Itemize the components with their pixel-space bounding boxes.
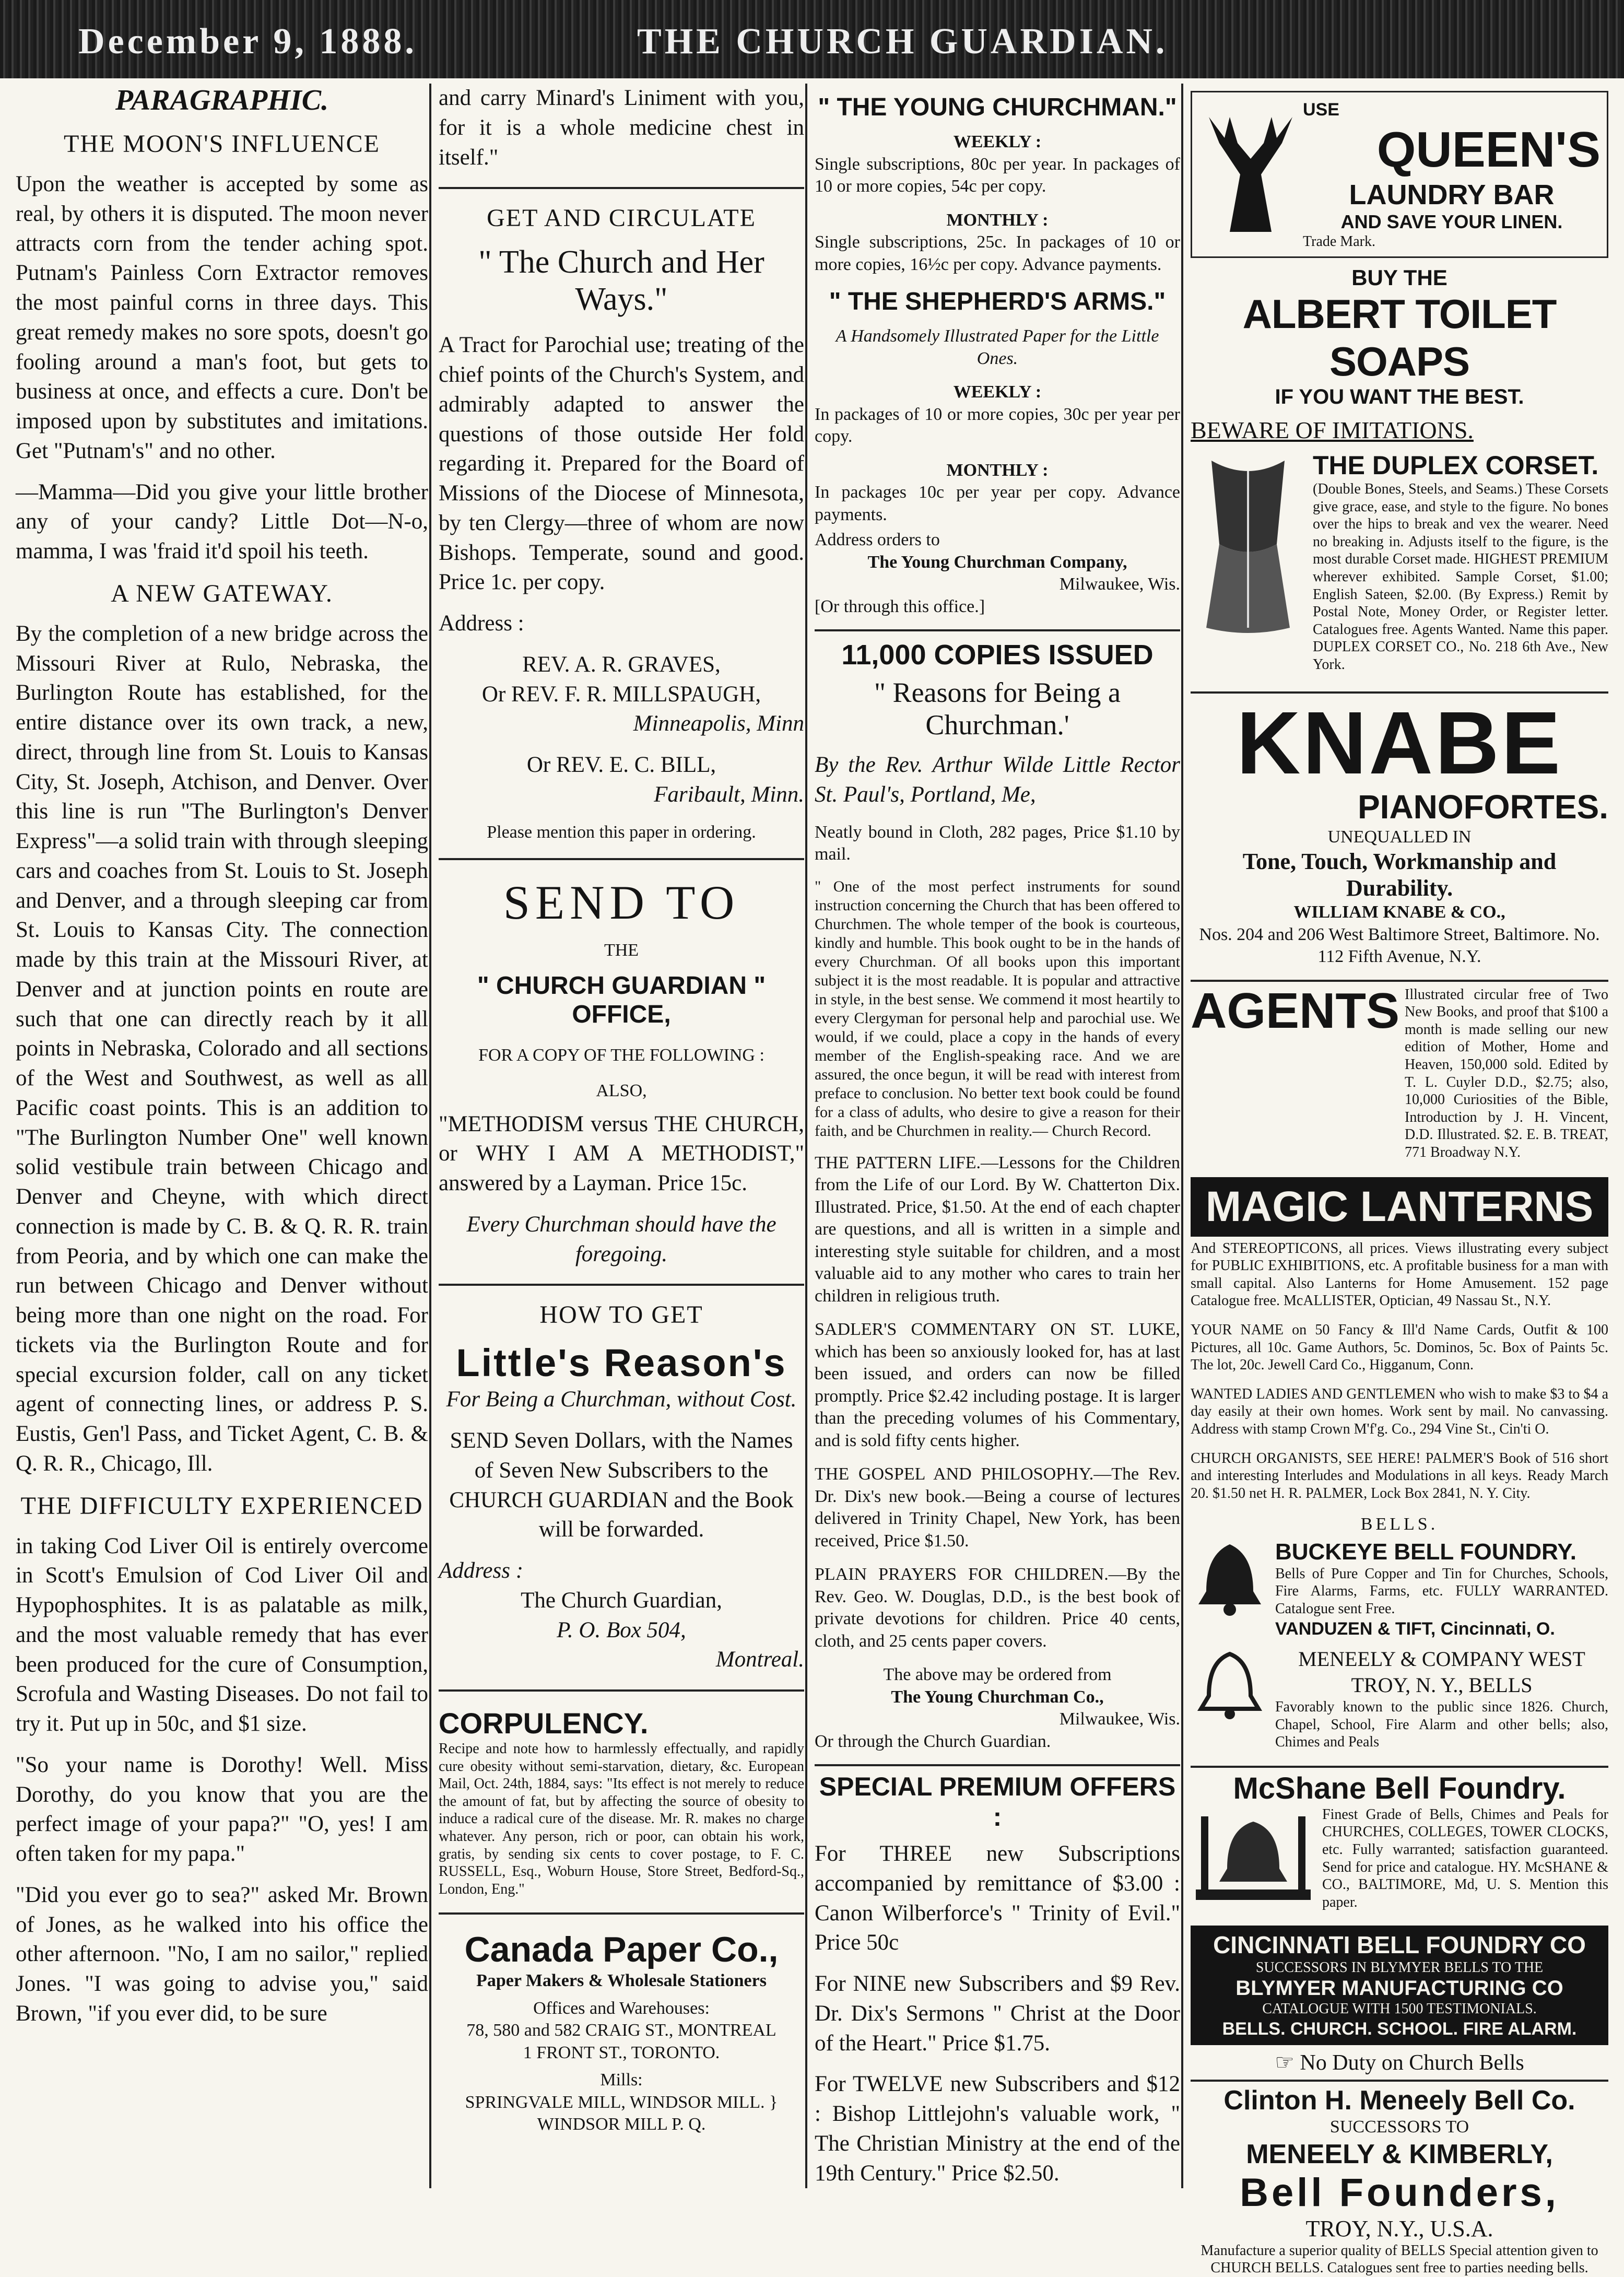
address-label: Address : bbox=[439, 611, 524, 636]
cincinnati-catalogue: CATALOGUE WITH 1500 TESTIMONIALS. bbox=[1262, 2001, 1537, 2017]
review-text: " One of the most perfect instruments for sound instruction concerning the Church that has been offered to Churchmen. The whole temper of the book is courteous, kindly and humble. This book ought to be in the hands of every Churchman. Of all books upon this important subject it is the most readable. It is popular and attractive in style, in the best sense. We commend it most heartily to every Clergyman for personal help and parochial use. We would, if we could, place a copy in the hands of every member of the English-speaking race. And we are assured, the once begun, it will be read with interest from preface to conclusion. No better text book could be found for a class of adults, who desire to give a reason for their faith, and be Churchmen in reality.— Church Record. bbox=[815, 877, 1180, 1140]
po-box: P. O. Box 504, bbox=[557, 1617, 686, 1642]
laundry-bar: LAUNDRY BAR bbox=[1349, 179, 1555, 210]
header-date: December 9, 1888. bbox=[78, 21, 417, 62]
divider bbox=[439, 858, 804, 860]
organists-ad: CHURCH ORGANISTS, SEE HERE! PALMER'S Book of 516 short and interesting Interludes and Modulations in all keys. Ready March 20. $1.50 net H. R. PALMER, Lock Box 2841, N. Y. City. bbox=[1191, 1450, 1608, 1501]
divider bbox=[439, 1284, 804, 1286]
gospel-philosophy: THE GOSPEL AND PHILOSOPHY.—The Rev. Dr. Dix's new book.—Being a course of lectures delivered in Trinity Chapel, New York, has been received, Price $1.50. bbox=[815, 1464, 1180, 1551]
bell-icon bbox=[1191, 1539, 1269, 1617]
bell-founders: Bell Founders, bbox=[1240, 2170, 1559, 2215]
agents-title: AGENTS bbox=[1191, 982, 1400, 1039]
albert-soaps: ALBERT TOILET SOAPS bbox=[1242, 291, 1557, 385]
address-millspaugh: Or REV. F. R. MILLSPAUGH, bbox=[481, 682, 761, 707]
weekly-label: WEEKLY : bbox=[953, 132, 1042, 151]
orders-label: Address orders to bbox=[815, 530, 940, 549]
reasons-title: " Reasons for Being a Churchman.' bbox=[874, 677, 1121, 741]
milwaukee-2: Milwaukee, Wis. bbox=[1059, 1709, 1180, 1729]
premium-twelve: For TWELVE new Subscribers and $12 : Bishop Littlejohn's valuable work, " The Christian Ministry at the end of the 19th Century." Price $2.50. bbox=[815, 2072, 1180, 2186]
address-label-2: Address : bbox=[439, 1558, 524, 1583]
beware-imitations: BEWARE OF IMITATIONS. bbox=[1191, 417, 1474, 444]
save-linen: AND SAVE YOUR LINEN. bbox=[1340, 210, 1563, 232]
address-faribault: Faribault, Minn. bbox=[654, 782, 804, 807]
header-masthead: THE CHURCH GUARDIAN. bbox=[637, 21, 1168, 62]
weekly-label-2: WEEKLY : bbox=[953, 382, 1042, 402]
queens-title: QUEEN'S bbox=[1376, 121, 1601, 178]
divider bbox=[1191, 2080, 1608, 2082]
bells-heading: BELLS. bbox=[1360, 1515, 1439, 1534]
agents-text: Illustrated circular free of Two New Books, and proof that $100 a month is made selling our new edition of Mother, Home and Heaven, 150,000 sold. Edited by T. L. Cuyler D.D., $2.75; also, 10,000 Curiosities of the Bible, Introduction by J. H. Vincent, D.D. Illustrated. $2. E. B. TREAT, 771 Broadway N.Y. bbox=[1405, 986, 1608, 1160]
column-rule bbox=[805, 84, 807, 2188]
duplex-ad bbox=[1191, 450, 1608, 685]
methodism-text: "METHODISM versus THE CHURCH, or WHY I AM A METHODIST," answered by a Layman. Price 15c. bbox=[439, 1111, 804, 1195]
divider bbox=[815, 629, 1180, 631]
cincinnati-sub: SUCCESSORS IN BLYMYER BELLS TO THE bbox=[1255, 1959, 1544, 1976]
also-label: ALSO, bbox=[596, 1081, 647, 1100]
dorothy-text: "So your name is Dorothy! Well. Miss Dorothy, do you know that you are the perfect image of your papa?" "O, yes! I am often taken for my papa." bbox=[16, 1752, 428, 1866]
successors-to: SUCCESSORS TO bbox=[1329, 2117, 1469, 2137]
trade-mark: Trade Mark. bbox=[1303, 233, 1375, 250]
every-churchman: Every Churchman should have the foregoing. bbox=[466, 1212, 776, 1266]
clinton-title: Clinton H. Meneely Bell Co. bbox=[1223, 2085, 1575, 2116]
shepherds-arms-title: " THE SHEPHERD'S ARMS." bbox=[829, 288, 1166, 315]
church-ways-title: " The Church and Her Ways." bbox=[478, 244, 764, 318]
difficulty-text: in taking Cod Liver Oil is entirely overcome in Scott's Emulsion of Cod Liver Oil and Hypophosphites. It is as palatable as milk, and the most valuable remedy that has ever been produced for the cure of Consumption, Scrofula and Wasting Diseases. Do not fail to try it. Put up in 50c, and $1 size. bbox=[16, 1533, 428, 1736]
send-seven: SEND Seven Dollars, with the Names of Seven New Subscribers to the CHURCH GUARDIAN and the Book will be forwarded. bbox=[449, 1428, 794, 1542]
front-address: 1 FRONT ST., TORONTO. bbox=[523, 2043, 720, 2062]
wknabe: WILLIAM KNABE & CO., bbox=[1293, 902, 1505, 922]
cincinnati-ad bbox=[1191, 1926, 1608, 2045]
your-name-ad: YOUR NAME on 50 Fancy & Ill'd Name Cards, Outfit & 100 Pictures, all 10c. Game Authors, 5c. Dominos, 5c. Box of Paints 5c. The lot, 20c. Jewell Card Co., Higganum, Conn. bbox=[1191, 1321, 1608, 1374]
column-3 bbox=[815, 84, 1180, 2188]
buckeye-text: Bells of Pure Copper and Tin for Churches, Schools, Fire Alarms, Farms, etc. FULLY WARRANTED. Catalogue sent Free. bbox=[1275, 1565, 1608, 1617]
canada-paper: Canada Paper Co., bbox=[464, 1930, 779, 1970]
want-best: IF YOU WANT THE BEST. bbox=[1275, 385, 1524, 409]
divider bbox=[439, 187, 804, 189]
craig-address: 78, 580 and 582 CRAIG ST., MONTREAL bbox=[466, 2021, 776, 2040]
pattern-life: THE PATTERN LIFE.—Lessons for the Children from the Life of our Lord. By W. Chatterton Dix. Illustrated. Price, $1.50. At the end of each chapter are questions, and all is written in a simple and interesting style suitable for children, and a most valuable aid to any mother who cares to train her children in religious truth. bbox=[815, 1153, 1180, 1306]
sea-text: "Did you ever go to sea?" asked Mr. Brown of Jones, as he walked into his office the other afternoon. "No, I am no sailor," replied Jones. "I was going to advise you," said Brown, "if you ever did, to be sure bbox=[16, 1882, 428, 2026]
troy-ny: TROY, N.Y., U.S.A. bbox=[1305, 2215, 1493, 2241]
through-office: [Or through this office.] bbox=[815, 596, 985, 616]
guardian-name: The Church Guardian, bbox=[521, 1588, 722, 1613]
littles-reasons: Little's Reason's bbox=[456, 1341, 787, 1385]
corpulency-text: Recipe and note how to harmlessly effectually, and rapidly cure obesity without semi-starvation, dietary, &c. European Mail, Oct. 24th, 1884, says: "Its effect is not merely to reduce the amount of fat, but by affecting the source of obesity to induce a radical cure of the disease. Mr. R. makes no charge whatever. Any person, rich or poor, can obtain his work, gratis, by sending six cents to cover postage, to F. C. RUSSELL, Esq., Woburn House, Store Street, Bedford-Sq., London, Eng." bbox=[439, 1741, 804, 1897]
knabe-address: Nos. 204 and 206 West Baltimore Street, Baltimore. No. 112 Fifth Avenue, N.Y. bbox=[1199, 924, 1600, 967]
no-duty bbox=[1191, 2049, 1608, 2075]
sadler-commentary: SADLER'S COMMENTARY ON ST. LUKE, which has been so anxiously looked for, has at last been issued, and orders can now be filled promptly. Price $2.42 including postage. It is larger than the preceding volumes of his Commentary, and is sold fifty cents higher. bbox=[815, 1320, 1180, 1450]
no-duty-text: No Duty on Church Bells bbox=[1300, 2051, 1524, 2075]
mention-note: Please mention this paper in ordering. bbox=[487, 822, 756, 842]
divider bbox=[1191, 980, 1608, 982]
premium-title: SPECIAL PREMIUM OFFERS : bbox=[819, 1772, 1176, 1832]
manufacture-text: Manufacture a superior quality of BELLS Special attention given to CHURCH BELLS. Catalogues sent free to parties needing bells. bbox=[1201, 2242, 1598, 2276]
divider bbox=[439, 1912, 804, 1915]
offices-label: Offices and Warehouses: bbox=[533, 1998, 710, 2018]
column-4 bbox=[1191, 84, 1608, 2276]
address-graves: REV. A. R. GRAVES, bbox=[522, 652, 721, 677]
divider bbox=[439, 1689, 804, 1692]
address-bill: Or REV. E. C. BILL, bbox=[526, 753, 716, 777]
column-rule bbox=[429, 84, 431, 2188]
blymyer: BLYMYER MANUFACTURING CO bbox=[1235, 1977, 1563, 2000]
stag-head-icon bbox=[1198, 112, 1303, 237]
corpulency-title: CORPULENCY. bbox=[439, 1707, 649, 1740]
mills-list: SPRINGVALE MILL, WINDSOR MILL. } WINDSOR MILL P. Q. bbox=[465, 2092, 778, 2134]
minard-text: and carry Minard's Liniment with you, for it is a whole medicine chest in itself." bbox=[439, 86, 804, 170]
copies-issued: 11,000 COPIES ISSUED bbox=[841, 639, 1154, 671]
meneely-ad bbox=[1191, 1646, 1608, 1763]
duplex-text: (Double Bones, Steels, and Seams.) These Corsets give grace, ease, and style to the figure. No bones over the hips to break and vex the wearer. Need no breaking in. Adjusts itself to the figure, is the most durable Corset made. HIGHEST PREMIUM wherever exhibited. Sample Corset, $1.00; English Sateen, $2.00. (By Express.) Remit by Postal Note, Money Order, or Register letter. Catalogues free. Agents Wanted. Name this paper. DUPLEX CORSET CO., No. 218 6th Ave., New York. bbox=[1313, 481, 1608, 673]
for-being: For Being a Churchman, without Cost. bbox=[446, 1387, 797, 1412]
mcshane-title: McShane Bell Foundry. bbox=[1233, 1771, 1566, 1805]
duplex-title: THE DUPLEX CORSET. bbox=[1313, 451, 1599, 480]
premium-three: For THREE new Subscriptions accompanied by remittance of $3.00 : Canon Wilberforce's " Trinity of Evil." Price 50c bbox=[815, 1841, 1180, 1955]
canada-sub: Paper Makers & Wholesale Stationers bbox=[476, 1971, 767, 1991]
use-label: USE bbox=[1303, 100, 1339, 120]
divider bbox=[1191, 1766, 1608, 1768]
bell-frame-icon bbox=[1191, 1806, 1316, 1905]
agents-ad bbox=[1191, 982, 1608, 1173]
cincinnati-bells: BELLS. CHURCH. SCHOOL. FIRE ALARM. bbox=[1222, 2018, 1577, 2039]
get-circulate-title: GET AND CIRCULATE bbox=[487, 204, 756, 232]
milwaukee: Milwaukee, Wis. bbox=[1059, 574, 1180, 594]
monthly-label: MONTHLY : bbox=[946, 210, 1049, 230]
mamma-text: —Mamma—Did you give your little brother any of your candy? Little Dot—N-o, mamma, I was 'fraid it'd spoil his teeth. bbox=[16, 479, 428, 564]
column-1 bbox=[16, 84, 428, 2188]
divider bbox=[815, 1764, 1180, 1766]
page-header bbox=[0, 0, 1624, 78]
mcshane-ad bbox=[1191, 1806, 1608, 1923]
paragraphic-heading: PARAGRAPHIC. bbox=[115, 84, 329, 116]
meneely-text: Favorably known to the public since 1826. Church, Chapel, School, Fire Alarm and other bells; also, Chimes and Peals bbox=[1275, 1699, 1608, 1751]
premium-nine: For NINE new Subscribers and $9 Rev. Dr. Dix's Sermons " Christ at the Door of the Heart." Price $1.75. bbox=[815, 1971, 1180, 2056]
buckeye-title: BUCKEYE BELL FOUNDRY. bbox=[1275, 1539, 1576, 1565]
shepherds-sub: A Handsomely Illustrated Paper for the Little Ones. bbox=[835, 326, 1159, 368]
plain-prayers: PLAIN PRAYERS FOR CHILDREN.—By the Rev. Geo. W. Douglas, D.D., is the best book of private devotions for children. Price 40 cents, cloth, and 25 cents paper covers. bbox=[815, 1565, 1180, 1651]
guardian-office: " CHURCH GUARDIAN " OFFICE, bbox=[477, 971, 766, 1028]
above-ordered: The above may be ordered from bbox=[883, 1665, 1112, 1684]
meneely-title: MENEELY & COMPANY WEST TROY, N. Y., BELLS bbox=[1298, 1647, 1585, 1697]
meneely-kimberly: MENEELY & KIMBERLY, bbox=[1246, 2139, 1553, 2169]
magic-lanterns: MAGIC LANTERNS bbox=[1191, 1177, 1608, 1237]
mcshane-text: Finest Grade of Bells, Chimes and Peals for CHURCHES, COLLEGES, TOWER CLOCKS, etc. Fully warranted; satisfaction guaranteed. Send for price and catalogue. HY. McSHANE & CO., BALTIMORE, Md, U. S. Mention this paper. bbox=[1322, 1806, 1608, 1910]
vanduzen: VANDUZEN & TIFT, Cincinnati, O. bbox=[1275, 1618, 1555, 1639]
gateway-title: A NEW GATEWAY. bbox=[111, 579, 333, 607]
for-copy: FOR A COPY OF THE FOLLOWING : bbox=[478, 1045, 764, 1065]
address-minneapolis: Minneapolis, Minn bbox=[633, 711, 804, 736]
unequalled: UNEQUALLED IN bbox=[1327, 827, 1472, 847]
magic-text: And STEREOPTICONS, all prices. Views illustrating every subject for PUBLIC EXHIBITIONS, etc. A profitable business for a man with small capital. Also Lanterns for Home Amusement. 152 page Catalogue free. McALLISTER, Optician, 49 Nassau St., N.Y. bbox=[1191, 1240, 1608, 1309]
pointing-hand-icon: ☞ bbox=[1275, 2051, 1295, 2075]
montreal: Montreal. bbox=[715, 1647, 804, 1672]
tract-text: A Tract for Parochial use; treating of the chief points of the Church's System, and admirably adapted to answer the questions of those outside Her fold regarding it. Prepared for the Board of Missions of the Diocese of Minnesota, by ten Clergy—three of whom are now Bishops. Temperate, sound and good. Price 1c. per copy. bbox=[439, 333, 804, 595]
corset-icon bbox=[1191, 450, 1305, 638]
mills-label: Mills: bbox=[600, 2070, 643, 2090]
column-2 bbox=[439, 84, 804, 2188]
monthly-label-2: MONTHLY : bbox=[946, 460, 1049, 480]
by-rev-little: By the Rev. Arthur Wilde Little Rector St. Paul's, Portland, Me, bbox=[815, 753, 1180, 807]
ycc-name-2: The Young Churchman Co., bbox=[891, 1687, 1104, 1707]
difficulty-title: THE DIFFICULTY EXPERIENCED bbox=[20, 1492, 423, 1520]
buy-the: BUY THE bbox=[1351, 265, 1448, 290]
tone-touch: Tone, Touch, Workmanship and Durability. bbox=[1242, 849, 1557, 901]
gateway-text: By the completion of a new bridge across the Missouri River at Rulo, Nebraska, the Burlington Route has established, for the entire distance over its own track, a new, direct, through line from St. Louis to Kansas City, St. Joseph, Atchison, and Denver. Over this line is run "The Burlington's Denver Express"—a solid train with through sleeping cars and coaches from St. Louis to St. Joseph and Denver, and a through sleeping car from St. Louis to Kansas City. The connection made by this train at the Missouri River, at Denver and at junction points en route are such that one can directly reach by it all points in Nebraska, Colorado and all sections of the West and Southwest, as well as all Pacific coast points. This is an addition to "The Burlington Number One" well known solid vestibule train between Chicago and Denver and Cheyne, with which direct connection is made by C. B. & Q. R. R. train from Peoria, and by which one can make the run between Chicago and Denver without being more than one night on the road. For tickets via the Burlington Route and for special excursion folder, call on any ticket agent of connecting lines, or address P. S. Eustis, Gen'l Pass, and Ticket Agent, C. B. & Q. R. R., Chicago, Ill. bbox=[16, 621, 428, 1476]
young-churchman-title: " THE YOUNG CHURCHMAN." bbox=[818, 93, 1177, 121]
or-through-guardian: Or through the Church Guardian. bbox=[815, 1731, 1051, 1751]
bound-price: Neatly bound in Cloth, 282 pages, Price $1.10 by mail. bbox=[815, 822, 1180, 864]
pianofortes: PIANOFORTES. bbox=[1357, 788, 1608, 826]
cincinnati-title: CINCINNATI BELL FOUNDRY CO bbox=[1213, 1931, 1586, 1959]
knabe-title: KNABE bbox=[1236, 693, 1563, 793]
how-to-get: HOW TO GET bbox=[539, 1301, 703, 1329]
column-rule bbox=[1181, 84, 1183, 2188]
moon-text: Upon the weather is accepted by some as real, by others it is disputed. The moon never attracts corn from the tender aching spot. Putnam's Painless Corn Extractor removes the most painful corns in three days. This great remedy makes no sore spots, doesn't go fooling around a man's foot, but gets to business at once, and effects a cure. Don't be imposed upon by substitutes and imitations. Get "Putnam's" and no other. bbox=[16, 172, 428, 463]
monthly2-text: In packages 10c per year per copy. Advance payments. bbox=[815, 483, 1180, 524]
weekly2-text: In packages of 10 or more copies, 30c per year per copy. bbox=[815, 404, 1180, 446]
the-label: THE bbox=[604, 941, 639, 960]
wanted-ad: WANTED LADIES AND GENTLEMEN who wish to make $3 to $4 a day easily at their own homes. Work sent by mail. No canvassing. Address with stamp Crown M'f'g. Co., 294 Vine St., Cin'ti O. bbox=[1191, 1386, 1608, 1437]
moon-title: THE MOON'S INFLUENCE bbox=[64, 130, 380, 158]
weekly-text: Single subscriptions, 80c per year. In packages of 10 or more copies, 54c per copy. bbox=[815, 154, 1180, 196]
buckeye-ad bbox=[1191, 1539, 1608, 1640]
monthly-text: Single subscriptions, 25c. In packages of 10 or more copies, 16½c per copy. Advance payments. bbox=[815, 232, 1180, 274]
bell-icon bbox=[1191, 1646, 1269, 1724]
queens-ad bbox=[1191, 91, 1608, 258]
send-to-title: SEND TO bbox=[503, 876, 740, 929]
ycc-name: The Young Churchman Company, bbox=[867, 552, 1127, 572]
